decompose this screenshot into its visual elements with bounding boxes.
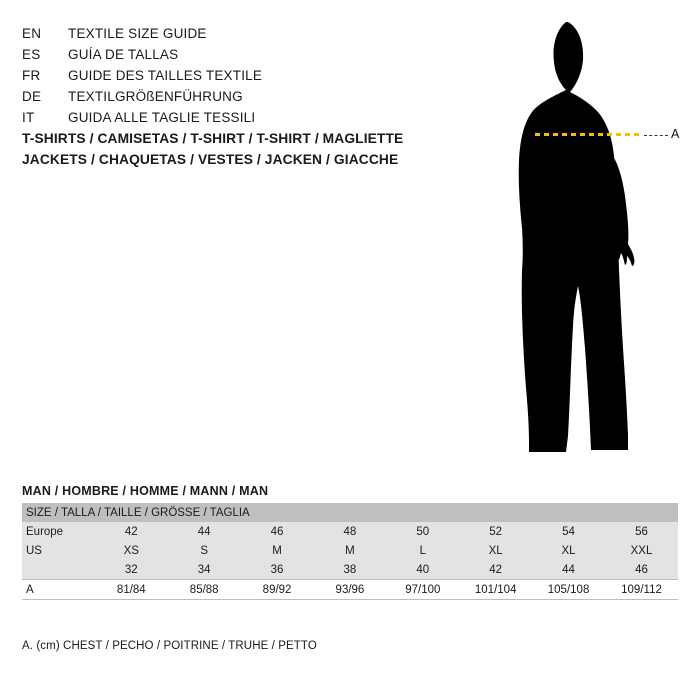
cell: 54 (532, 522, 605, 541)
cell: 46 (605, 560, 678, 580)
cell: 48 (314, 522, 387, 541)
table-row (22, 522, 678, 541)
language-row (22, 68, 442, 89)
table-header-row (22, 503, 678, 522)
cell: 50 (386, 522, 459, 541)
language-row (22, 26, 442, 47)
cell: M (241, 541, 314, 560)
cell: 56 (605, 522, 678, 541)
cell: 105/108 (532, 580, 605, 600)
table-footnote: A. (cm) CHEST / PECHO / POITRINE / TRUHE / PETTO (22, 640, 317, 652)
language-code: ES (22, 47, 41, 62)
language-row (22, 89, 442, 110)
cell: 52 (459, 522, 532, 541)
cell: 46 (241, 522, 314, 541)
language-title: GUÍA DE TALLAS (68, 47, 179, 62)
language-code: EN (22, 26, 42, 41)
cell: 89/92 (241, 580, 314, 600)
cell: XL (532, 541, 605, 560)
chest-measure-line (535, 133, 639, 136)
cell: 85/88 (168, 580, 241, 600)
language-code: DE (22, 89, 42, 104)
row-label (22, 560, 95, 580)
language-code: FR (22, 68, 41, 83)
cell: 97/100 (386, 580, 459, 600)
size-table-section (22, 484, 678, 600)
cell: S (168, 541, 241, 560)
cell: 42 (459, 560, 532, 580)
chest-measure-leader (644, 135, 668, 136)
category-headings (22, 128, 482, 170)
cell: 93/96 (314, 580, 387, 600)
cell: 44 (168, 522, 241, 541)
row-label: A (22, 580, 95, 600)
row-label: Europe (22, 522, 95, 541)
cell: 42 (95, 522, 168, 541)
language-title: GUIDA ALLE TAGLIE TESSILI (68, 110, 256, 125)
table-row (22, 560, 678, 580)
language-title: TEXTILE SIZE GUIDE (68, 26, 207, 41)
body-silhouette-icon (478, 8, 688, 468)
language-code: IT (22, 110, 35, 125)
category-tshirts: T-SHIRTS / CAMISETAS / T-SHIRT / T-SHIRT / MAGLIETTE (22, 131, 404, 146)
cell: 109/112 (605, 580, 678, 600)
cell: XS (95, 541, 168, 560)
language-list (22, 26, 442, 131)
cell: 32 (95, 560, 168, 580)
cell: XL (459, 541, 532, 560)
row-label: US (22, 541, 95, 560)
cell: XXL (605, 541, 678, 560)
table-header-label: SIZE / TALLA / TAILLE / GRÖSSE / TAGLIA (22, 503, 678, 522)
table-row (22, 541, 678, 560)
cell: 44 (532, 560, 605, 580)
cell: 36 (241, 560, 314, 580)
table-title: MAN / HOMBRE / HOMME / MANN / MAN (22, 484, 269, 498)
male-body-figure (478, 8, 688, 468)
cell: 38 (314, 560, 387, 580)
cell: 40 (386, 560, 459, 580)
language-title: TEXTILGRÖßENFÜHRUNG (68, 89, 243, 104)
cell: L (386, 541, 459, 560)
language-title: GUIDE DES TAILLES TEXTILE (68, 68, 263, 83)
chest-measure-label: A (671, 127, 680, 141)
cell: 34 (168, 560, 241, 580)
cell: M (314, 541, 387, 560)
size-table (22, 503, 678, 600)
language-row (22, 47, 442, 68)
cell: 101/104 (459, 580, 532, 600)
cell: 81/84 (95, 580, 168, 600)
category-jackets: JACKETS / CHAQUETAS / VESTES / JACKEN / GIACCHE (22, 152, 399, 167)
table-row (22, 580, 678, 600)
